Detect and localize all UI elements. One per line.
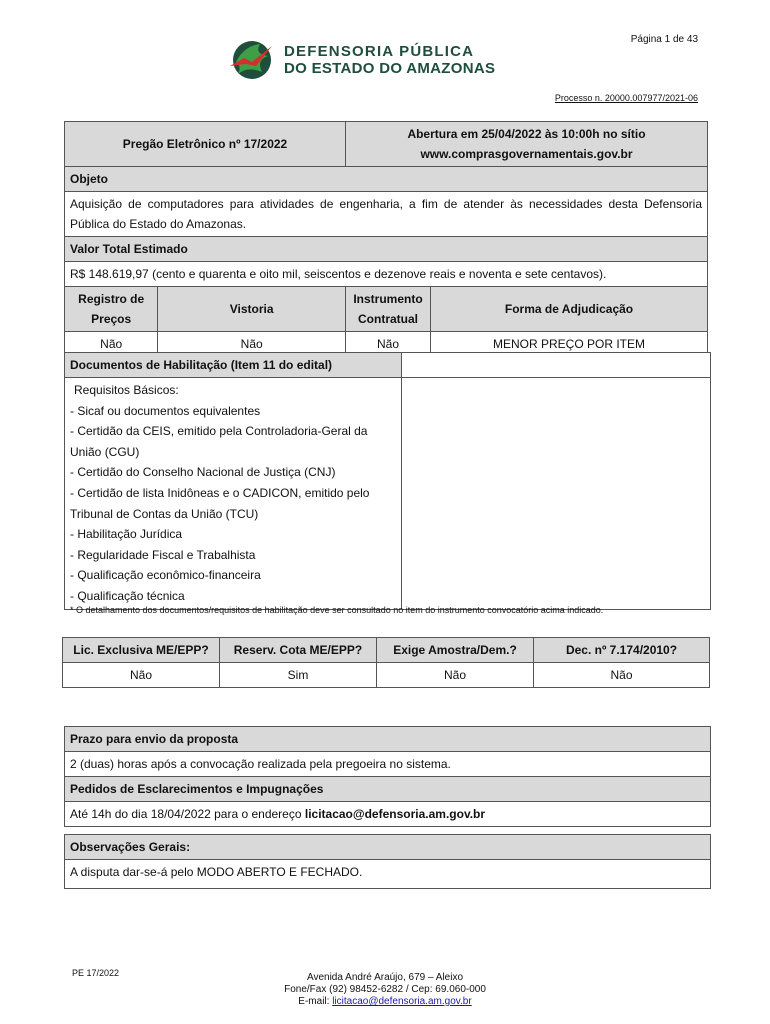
footer-doc-code: PE 17/2022 <box>72 968 120 978</box>
header-instrumento-contratual: Instrumento Contratual <box>346 287 431 332</box>
prazo-table <box>64 726 711 827</box>
footer-email-line <box>0 996 770 1008</box>
requirement-item: - Sicaf ou documentos equivalentes <box>70 403 261 418</box>
observacoes-table <box>64 834 711 889</box>
valor-label: Valor Total Estimado <box>65 237 708 262</box>
value-lic-exclusiva: Não <box>63 663 220 688</box>
footer <box>0 972 770 1008</box>
value-forma-adjudicacao: MENOR PREÇO POR ITEM <box>431 332 708 357</box>
pedidos-email: licitacao@defensoria.am.gov.br <box>304 807 486 821</box>
requirement-item: - Habilitação Jurídica <box>70 527 183 542</box>
header-decreto: Dec. nº 7.174/2010? <box>534 638 710 663</box>
prazo-text: 2 (duas) horas após a convocação realizada pela pregoeira no sistema. <box>65 752 711 777</box>
value-decreto: Não <box>534 663 710 688</box>
requirement-item: - Certidão da CEIS, emitido pela Controladoria-Geral da União (CGU) <box>70 424 368 459</box>
habilitacao-empty-cell <box>402 378 711 610</box>
requirement-item: - Qualificação técnica <box>70 588 185 603</box>
habilitacao-empty-header <box>402 353 711 378</box>
logo-emblem-icon <box>226 36 278 84</box>
footer-email-link[interactable]: licitacao@defensoria.am.gov.br <box>332 996 472 1007</box>
header-forma-adjudicacao: Forma de Adjudicação <box>431 287 708 332</box>
prazo-label: Prazo para envio da proposta <box>65 727 711 752</box>
header-lic-exclusiva: Lic. Exclusiva ME/EPP? <box>63 638 220 663</box>
header-exige-amostra: Exige Amostra/Dem.? <box>377 638 534 663</box>
page-number: Página 1 de 43 <box>630 34 698 45</box>
pedidos-text: Até 14h do dia 18/04/2022 para o endereço <box>70 807 305 821</box>
footer-email-label: E-mail: <box>298 996 333 1007</box>
abertura-line1: Abertura em 25/04/2022 às 10:00h no sítio <box>407 127 646 141</box>
pedidos-label: Pedidos de Esclarecimentos e Impugnações <box>65 777 711 802</box>
requirement-item: - Certidão do Conselho Nacional de Justiça (CNJ) <box>70 465 336 480</box>
requirement-item: - Qualificação econômico-financeira <box>70 568 261 583</box>
header-vistoria: Vistoria <box>158 287 346 332</box>
logo <box>226 36 495 84</box>
logo-line2: DO ESTADO DO AMAZONAS <box>284 60 496 77</box>
value-registro-precos: Não <box>65 332 158 357</box>
value-instrumento-contratual: Não <box>346 332 431 357</box>
objeto-label: Objeto <box>65 167 708 192</box>
habilitacao-title: Documentos de Habilitação (Item 11 do edital) <box>65 353 402 378</box>
habilitacao-requirements <box>65 378 402 610</box>
valor-text: R$ 148.619,97 (cento e quarenta e oito mil, seiscentos e dezenove reais e noventa e sete centavos). <box>65 262 708 287</box>
header-reserv-cota: Reserv. Cota ME/EPP? <box>220 638 377 663</box>
observacoes-text: A disputa dar-se-á pelo MODO ABERTO E FECHADO. <box>65 860 711 889</box>
footer-phone: Fone/Fax (92) 98452-6282 / Cep: 69.060-000 <box>284 984 486 995</box>
observacoes-label: Observações Gerais: <box>65 835 711 860</box>
pedidos-cell <box>65 802 711 827</box>
abertura-cell <box>346 122 708 167</box>
pregao-table <box>64 121 708 357</box>
header-registro-precos: Registro de Preços <box>65 287 158 332</box>
pregao-title: Pregão Eletrônico nº 17/2022 <box>65 122 346 167</box>
value-vistoria: Não <box>158 332 346 357</box>
habilitacao-note: * O detalhamento dos documentos/requisitos de habilitação deve ser consultado no item do instrumento convocatório acima indicado. <box>70 605 604 615</box>
abertura-line2: www.comprasgovernamentais.gov.br <box>420 147 633 161</box>
habilitacao-table <box>64 352 711 610</box>
value-reserv-cota: Sim <box>220 663 377 688</box>
footer-address: Avenida André Araújo, 679 – Aleixo <box>306 972 464 983</box>
objeto-text: Aquisição de computadores para atividades de engenharia, a fim de atender às necessidades desta Defensoria Pública do Estado do Amazonas. <box>65 192 708 237</box>
requirement-item: Requisitos Básicos: <box>74 383 179 397</box>
requirement-item: - Regularidade Fiscal e Trabalhista <box>70 547 256 562</box>
value-exige-amostra: Não <box>377 663 534 688</box>
requirement-item: - Certidão de lista Inidôneas e o CADICON, emitido pelo Tribunal de Contas da União (TCU) <box>70 485 370 521</box>
logo-line1: DEFENSORIA PÚBLICA <box>284 43 475 60</box>
licitacao-flags-table <box>62 637 710 688</box>
processo-number: Processo n. 20000.007977/2021-06 <box>554 93 698 103</box>
